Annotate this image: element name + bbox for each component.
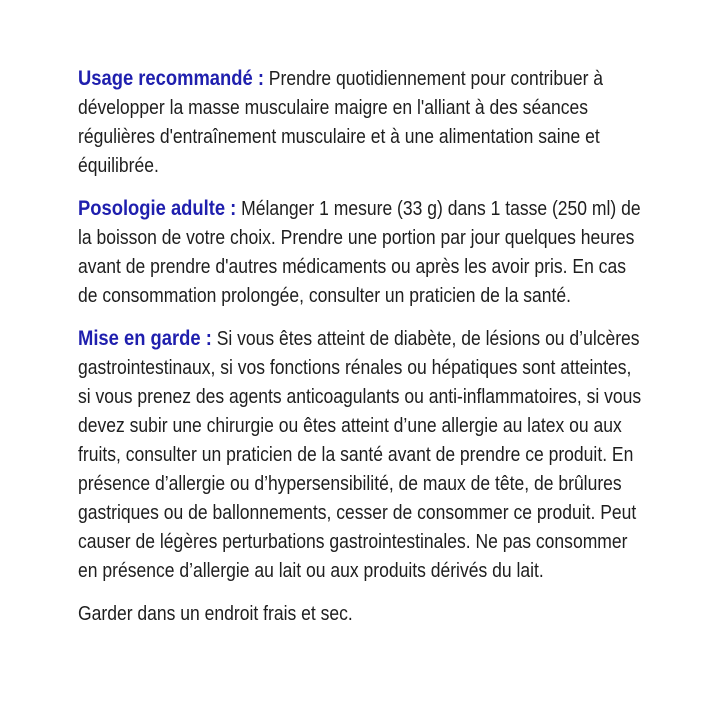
storage-note: Garder dans un endroit frais et sec.	[78, 602, 353, 625]
posologie-body: Mélanger 1 mesure (33 g) dans 1 tasse (250 ml) de la boisson de votre choix. Prendre une portion par jour quelques heures avant de prendre d'autres médicaments ou après les avoir pris. En cas de consommation prolongée, consulter un praticien de la santé.	[78, 197, 641, 307]
mise-en-garde-heading: Mise en garde :	[78, 326, 212, 350]
mise-en-garde-body: Si vous êtes atteint de diabète, de lésions ou d’ulcères gastrointestinaux, si vos fonctions rénales ou hépatiques sont atteintes, si vous prenez des agents anticoagulants ou anti-inflammatoires, si vous devez subir une chirurgie ou êtes atteint d’une allergie au latex ou aux fruits, consulter un praticien de la santé avant de prendre ce produit. En présence d’allergie ou d’hypersensibilité, de maux de tête, de brûlures gastriques ou de ballonnements, cesser de consommer ce produit. Peut causer de légères perturbations gastrointestinales. Ne pas consommer en présence d’allergie au lait ou aux produits dérivés du lait.	[78, 327, 642, 582]
usage-body: Prendre quotidiennement pour contribuer à développer la masse musculaire maigre en l'alliant à des séances régulières d'entraînement musculaire et à une alimentation saine et équilibrée.	[78, 67, 604, 177]
label-text-block	[78, 64, 642, 628]
section-usage	[78, 64, 642, 180]
section-mise-en-garde	[78, 324, 642, 585]
posologie-heading: Posologie adulte :	[78, 196, 237, 220]
section-posologie	[78, 194, 642, 310]
usage-heading: Usage recommandé :	[78, 66, 264, 90]
